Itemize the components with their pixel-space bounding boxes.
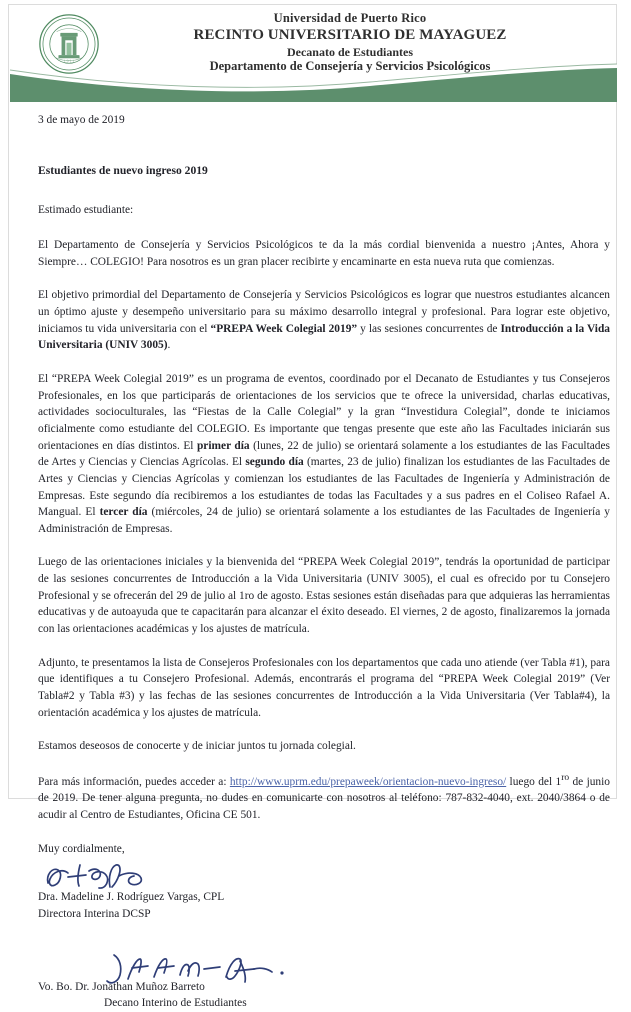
prepaweek-url-link[interactable]: http://www.uprm.edu/prepaweek/orientacion-nuevo-ingreso/	[229, 775, 507, 788]
paragraph-objective	[38, 287, 610, 354]
signer-2-title: Decano Interino de Estudiantes	[104, 997, 247, 1010]
p2-seg-c: y las sesiones concurrentes de	[357, 322, 501, 335]
letter-recipient: Estudiantes de nuevo ingreso 2019	[38, 163, 208, 177]
letter-date: 3 de mayo de 2019	[38, 114, 125, 126]
p3-seg-d-segundo-dia: segundo día	[245, 456, 304, 469]
p7-seg-a: Para más información, puedes acceder a:	[38, 775, 230, 788]
paragraph-closing-wish: Estamos deseosos de conocerte y de iniciar juntos tu jornada colegial.	[38, 740, 356, 753]
paragraph-concurrent-sessions: Luego de las orientaciones iniciales y la bienvenida del “PREPA Week Colegial 2019”, tendrás la oportunidad de participar de las sesiones concurrentes de Introducción a la Vida Universitaria (UNIV 3005), el cual es ofrecido por tu Consejero Profesional y se ofrecerán del 29 de julio al 1ro de agosto. Estas sesiones están diseñadas para que adquieras las herramientas educativas y de autoayuda que te capacitarán para alcanzar el éxito deseado. El viernes, 2 de agosto, finalizaremos la jornada con las orientaciones académicas y los ajustes de matrícula.	[38, 556, 610, 636]
letter-closing: Muy cordialmente,	[38, 842, 125, 855]
vobo-signer-2-name: Vo. Bo. Dr. Jonathan Muñoz Barreto	[38, 980, 205, 993]
p3-seg-e: (martes, 23 de julio) finalizan los estudiantes de las Facultades de Artes y Ciencias y Ciencias Agrícolas y comienzan los estudiantes de las Facultades de Ingeniería y Administración de Empresas. Este segundo día recibiremos a los estudiantes de todas las Facultades y a sus padres en el Coliseo Rafael A. Mangual. El	[38, 456, 610, 519]
letter-body	[38, 112, 610, 1012]
signer-1-title: Directora Interina DCSP	[38, 907, 151, 920]
p2-seg-d-univ3005: Introducción a la Vida Universitaria (UNIV 3005)	[38, 322, 610, 352]
p7-ordinal-superscript: ro	[561, 772, 570, 783]
signer-1-name: Dra. Madeline J. Rodríguez Vargas, CPL	[38, 891, 225, 904]
p7-seg-b: luego del 1	[506, 775, 562, 788]
p3-seg-a: El “PREPA Week Colegial 2019” es un programa de eventos, coordinado por el Decanato de Estudiantes y tus Consejeros Profesionales, en los que participarás de orientaciones de los servicios que te ofrece la universidad, charlas educativas, actividades socioculturales, las “Fiestas de la Calle Colegial” y la gran “Investidura Colegial”, donde te iniciamos oficialmente como estudiante del COLEGIO. Es importante que tengas presente que este año las Facultades iniciarán sus orientaciones en días distintos. El	[38, 373, 610, 452]
p3-seg-c: (lunes, 22 de julio) se orientará solamente a los estudiantes de las Facultades de Artes y Ciencias y Ciencias Agrícolas. El	[38, 439, 610, 469]
signature-block	[38, 841, 610, 1012]
paragraph-prepa-week-program	[38, 371, 610, 537]
svg-text:1 9 1 1: 1 9 1 1	[63, 59, 75, 64]
p2-seg-b-prepa-week: “PREPA Week Colegial 2019”	[210, 322, 358, 335]
handwritten-signature-madeline-icon	[42, 857, 212, 893]
letter-salutation: Estimado estudiante:	[38, 203, 134, 216]
p3-seg-f-tercer-dia: tercer día	[99, 506, 148, 519]
paragraph-more-info	[38, 772, 610, 824]
paragraph-attachments: Adjunto, te presentamos la lista de Consejeros Profesionales con los departamentos que cada uno atiende (ver Tabla #1), para que identifiques a tu Consejero Profesional. Además, encontrarás el programa del “PREPA Week Colegial 2019” (Ver Tabla#2 y Tabla #3) y las fechas de las sesiones concurrentes de Introducción a la Vida Universitaria (Ver Tabla#4), la orientación académica y los ajustes de matrícula.	[38, 656, 610, 719]
p2-seg-a: El objetivo primordial del Departamento de Consejería y Servicios Psicológicos es lograr que nuestros estudiantes alcancen un óptimo ajuste y desempeño universitario para su máximo desarrollo integral y profesional. Para lograr este objetivo, iniciamos tu vida universitaria con el	[38, 289, 610, 335]
p3-seg-b-primer-dia: primer día	[196, 439, 250, 452]
paragraph-welcome: El Departamento de Consejería y Servicios Psicológicos te da la más cordial bienvenida a nuestro ¡Antes, Ahora y Siempre… COLEGIO! Para nosotros es un gran placer recibirte y encaminarte en esta nueva ruta que comienzas.	[38, 239, 610, 268]
org-line-department: Departamento de Consejería y Servicios Psicológicos	[209, 59, 491, 74]
p3-seg-g: (miércoles, 24 de julio) se orientará solamente a los estudiantes de las Facultades de Ingeniería y Administración de Empresas.	[38, 506, 611, 535]
letterhead	[0, 0, 631, 100]
org-line-university: Universidad de Puerto Rico	[273, 11, 427, 25]
org-line-campus: RECINTO UNIVERSITARIO DE MAYAGUEZ	[193, 27, 507, 44]
org-line-deanery: Decanato de Estudiantes	[286, 44, 413, 59]
p2-seg-e: .	[167, 339, 171, 352]
p7-seg-c: de junio de 2019. De tener alguna pregunta, no dudes en comunicarte con nosotros al teléfono: 787-832-4040, ext. 2040/3864 o de acudir al Centro de Estudiantes, Oficina CE 501.	[38, 775, 610, 821]
